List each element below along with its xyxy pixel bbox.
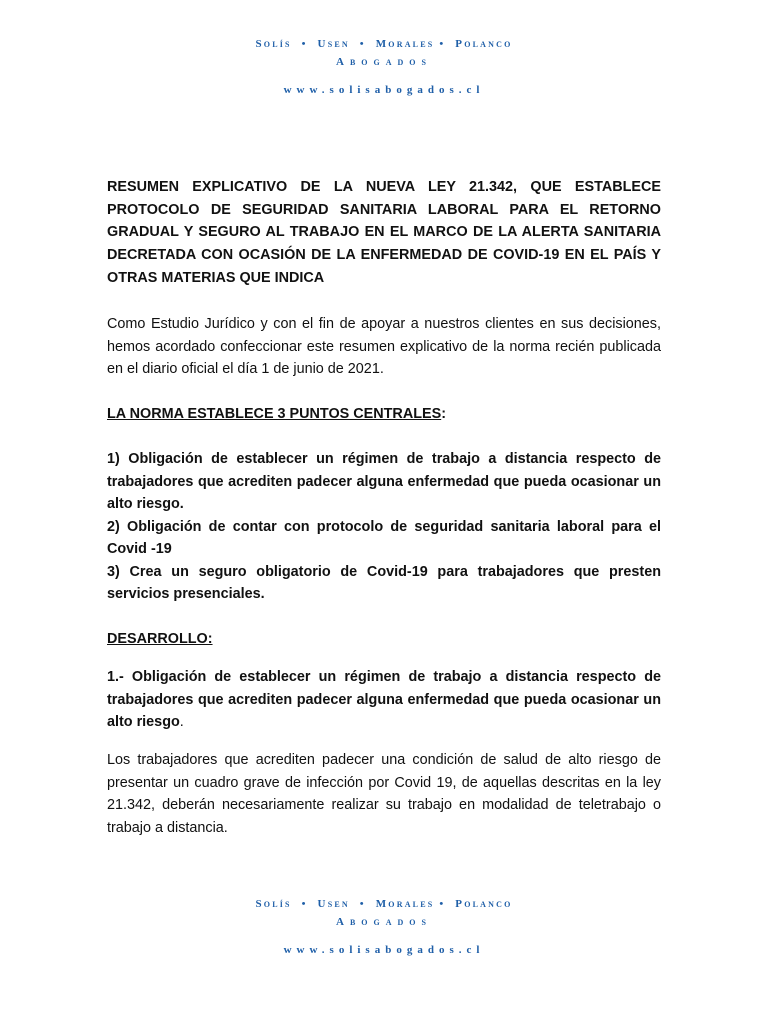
section-heading-suffix: : [441, 406, 446, 422]
development-item-heading-suffix: . [179, 714, 184, 730]
section-heading-text: LA NORMA ESTABLECE 3 PUNTOS CENTRALES [107, 406, 442, 422]
central-points-list [107, 448, 661, 606]
website-link[interactable]: www.solisabogados.cl [283, 84, 485, 96]
footer-firm-names: Solís • Usen • Morales • Polanco [255, 898, 513, 910]
letterhead-header [0, 36, 768, 98]
development-item-paragraph: Los trabajadores que acrediten padecer una condición de salud de alto riesgo de presentar un cuadro grave de infección por Covid 19, de aquellas descritas en la ley 21.342, deberán necesariamente realizar su trabajo en modalidad de teletrabajo o trabajo a distancia. [107, 752, 661, 836]
footer-firm-subtitle: Abogados [336, 916, 432, 928]
letterhead-footer [0, 896, 768, 958]
development-item-heading-text: 1.- Obligación de establecer un régimen de trabajo a distancia respecto de trabajadores que acrediten padecer alguna enfermedad que pueda ocasionar un alto riesgo [107, 669, 661, 730]
list-item: 1) Obligación de establecer un régimen de trabajo a distancia respecto de trabajadores que acrediten padecer alguna enfermedad que pueda ocasionar un alto riesgo. [107, 451, 661, 512]
firm-website [0, 82, 768, 98]
firm-names: Solís • Usen • Morales • Polanco [255, 38, 513, 50]
development-item-heading [107, 666, 661, 734]
section-heading-central-points [107, 403, 661, 426]
list-item: 2) Obligación de contar con protocolo de seguridad sanitaria laboral para el Covid -19 [107, 518, 661, 557]
document-title: RESUMEN EXPLICATIVO DE LA NUEVA LEY 21.342, QUE ESTABLECE PROTOCOLO DE SEGURIDAD SANITARIA LABORAL PARA EL RETORNO GRADUAL Y SEGURO AL TRABAJO EN EL MARCO DE LA ALERTA SANITARIA DECRETADA CON OCASIÓN DE LA ENFERMEDAD DE COVID-19 EN EL PAÍS Y OTRAS MATERIAS QUE INDICA [107, 179, 661, 286]
firm-subtitle: Abogados [336, 56, 432, 68]
list-item: 3) Crea un seguro obligatorio de Covid-19 para trabajadores que presten servicios presenciales. [107, 563, 661, 602]
intro-paragraph: Como Estudio Jurídico y con el fin de apoyar a nuestros clientes en sus decisiones, hemos acordado confeccionar este resumen explicativo de la norma recién publicada en el diario oficial el día 1 de junio de 2021. [107, 316, 661, 377]
footer-firm-website [0, 942, 768, 958]
footer-website-link[interactable]: www.solisabogados.cl [283, 944, 485, 956]
section-heading-desarrollo: DESARROLLO: [107, 631, 213, 647]
